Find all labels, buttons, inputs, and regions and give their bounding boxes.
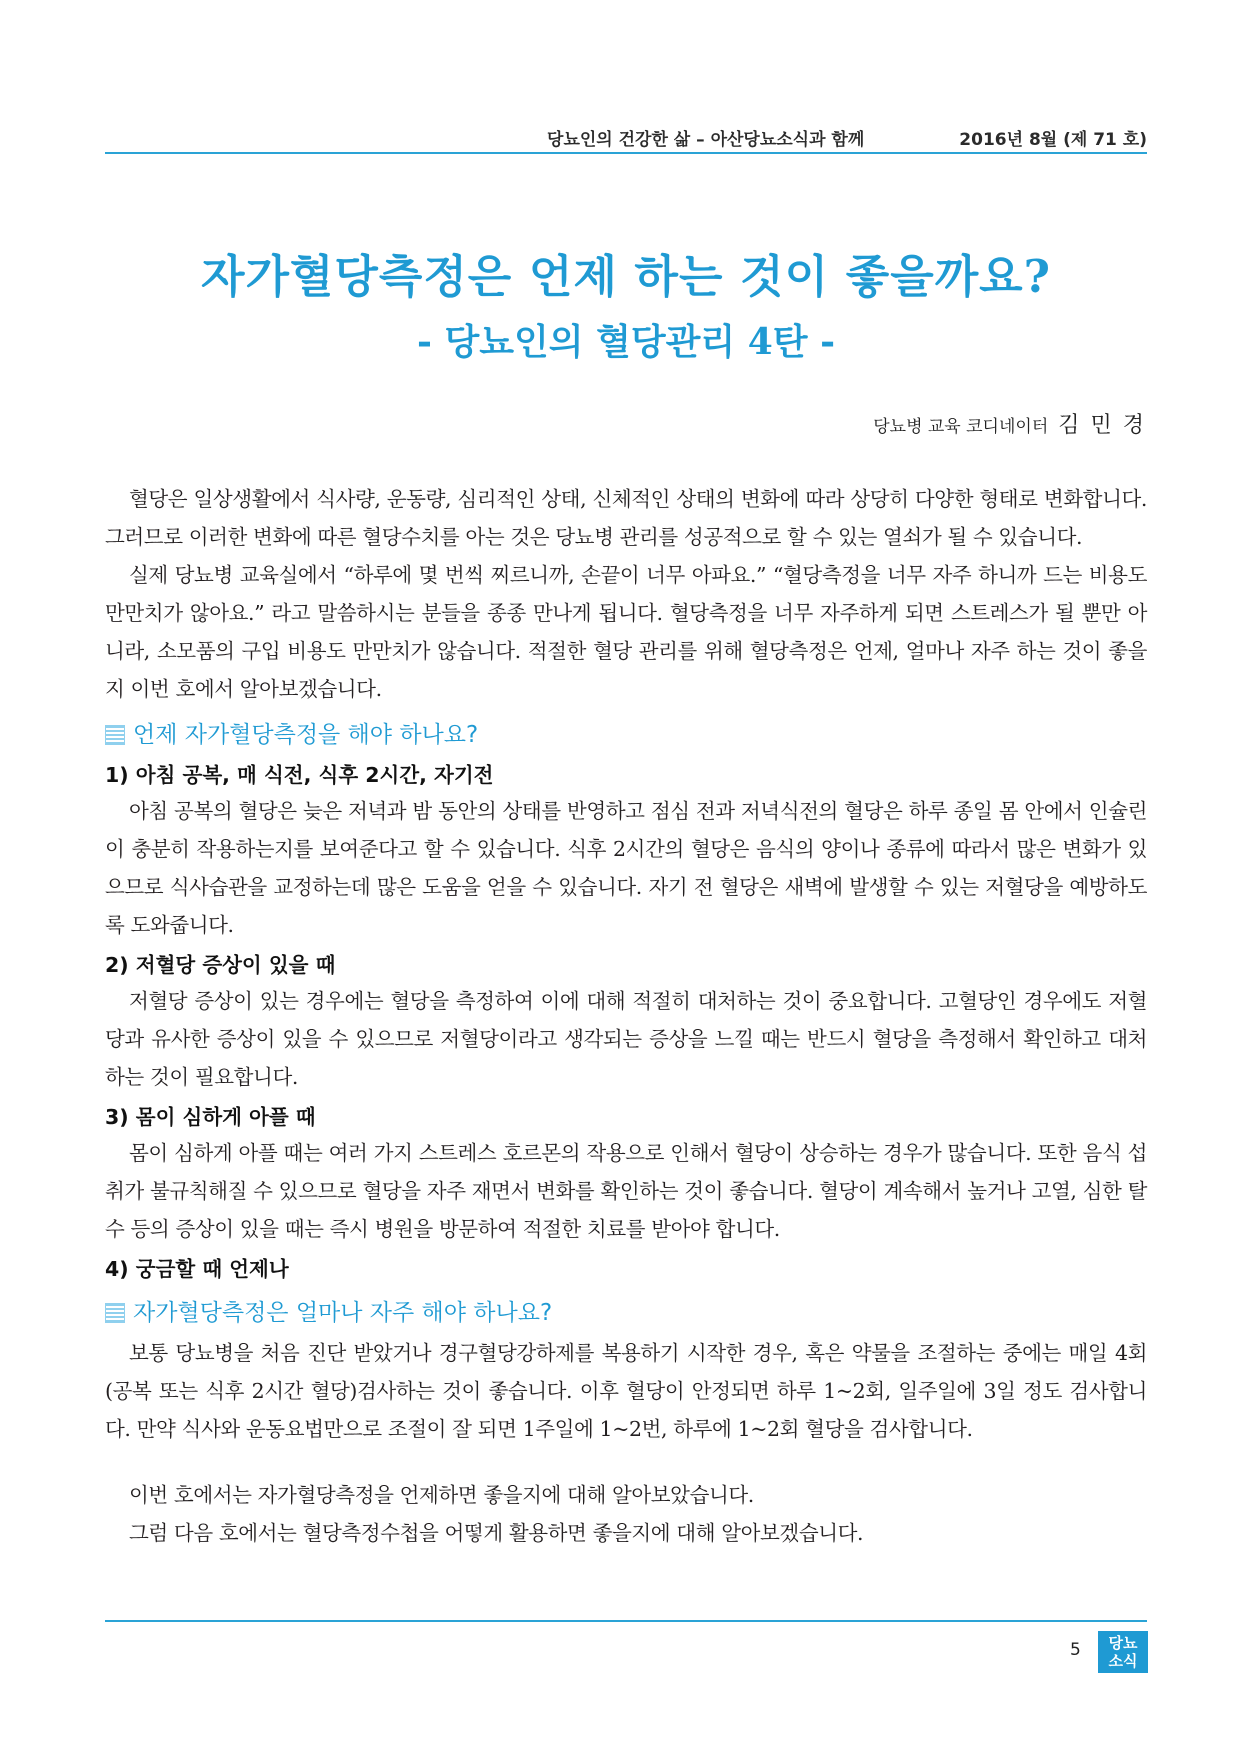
newsletter-badge bbox=[1098, 1631, 1148, 1673]
footer-rule bbox=[105, 1620, 1147, 1622]
section-heading bbox=[105, 1294, 1147, 1332]
subsection-title: 1) 아침 공복, 매 식전, 식후 2시간, 자기전 bbox=[105, 763, 494, 787]
subsection-title: 3) 몸이 심하게 아플 때 bbox=[105, 1105, 316, 1129]
section-heading bbox=[105, 716, 1147, 754]
closing-line: 이번 호에서는 자가혈당측정을 언제하면 좋을지에 대해 알아보았습니다. bbox=[129, 1483, 754, 1507]
closing-line: 그럼 다음 호에서는 혈당측정수첩을 어떻게 활용하면 좋을지에 대해 알아보겠습니다. bbox=[129, 1521, 864, 1545]
bullet-square-icon bbox=[105, 725, 125, 745]
intro-paragraph: 실제 당뇨병 교육실에서 “하루에 몇 번씩 찌르니까, 손끝이 너무 아파요.” “혈당측정을 너무 자주 하니까 드는 비용도 만만치가 않아요.” 라고 말씀하시는 분들을 종종 만나게 됩니다. 혈당측정을 너무 자주하게 되면 스트레스가 될 뿐만 아니라, 소모품의 구입 비용도 만만치가 않습니다. 적절한 혈당 관리를 위해 혈당측정은 언제, 얼마나 자주 하는 것이 좋을지 이번 호에서 알아보겠습니다. bbox=[105, 563, 1147, 701]
issue-label: 2016년 8월 (제 71 호) bbox=[959, 130, 1147, 150]
subsection-text: 저혈당 증상이 있는 경우에는 혈당을 측정하여 이에 대해 적절히 대처하는 것이 중요합니다. 고혈당인 경우에도 저혈당과 유사한 증상이 있을 수 있으므로 저혈당이라고 생각되는 증상을 느낄 때는 반드시 혈당을 측정해서 확인하고 대처하는 것이 필요합니다. bbox=[105, 989, 1147, 1089]
author-line bbox=[873, 408, 1146, 439]
subsection-title: 2) 저혈당 증상이 있을 때 bbox=[105, 953, 336, 977]
subsection-text: 아침 공복의 혈당은 늦은 저녁과 밤 동안의 상태를 반영하고 점심 전과 저녁식전의 혈당은 하루 종일 몸 안에서 인슐린이 충분히 작용하는지를 보여준다고 할 수 있습니다. 식후 2시간의 혈당은 음식의 양이나 종류에 따라서 많은 변화가 있으므로 식사습관을 교정하는데 많은 도움을 얻을 수 있습니다. 자기 전 혈당은 새벽에 발생할 수 있는 저혈당을 예방하도록 도와줍니다. bbox=[105, 799, 1147, 937]
subsection-text: 몸이 심하게 아플 때는 여러 가지 스트레스 호르몬의 작용으로 인해서 혈당이 상승하는 경우가 많습니다. 또한 음식 섭취가 불규칙해질 수 있으므로 혈당을 자주 재면서 변화를 확인하는 것이 좋습니다. 혈당이 계속해서 높거나 고열, 심한 탈수 등의 증상이 있을 때는 즉시 병원을 방문하여 적절한 치료를 받아야 합니다. bbox=[105, 1141, 1147, 1241]
bullet-square-icon bbox=[105, 1303, 125, 1323]
section-heading-text: 언제 자가혈당측정을 해야 하나요? bbox=[133, 722, 479, 748]
section-text: 보통 당뇨병을 처음 진단 받았거나 경구혈당강하제를 복용하기 시작한 경우, 혹은 약물을 조절하는 중에는 매일 4회(공복 또는 식후 2시간 혈당)검사하는 것이 좋습니다. 이후 혈당이 안정되면 하루 1~2회, 일주일에 3일 정도 검사합니다. 만약 식사와 운동요법만으로 조절이 잘 되면 1주일에 1~2번, 하루에 1~2회 혈당을 검사합니다. bbox=[105, 1341, 1147, 1441]
author-name: 김 민 경 bbox=[1058, 413, 1146, 438]
section-heading-text: 자가혈당측정은 얼마나 자주 해야 하나요? bbox=[133, 1300, 553, 1326]
subsection-title: 4) 궁금할 때 언제나 bbox=[105, 1257, 289, 1281]
article-body bbox=[105, 480, 1147, 1552]
running-header bbox=[105, 125, 1147, 150]
header-rule bbox=[105, 152, 1147, 154]
badge-line: 소식 bbox=[1108, 1652, 1138, 1670]
intro-paragraph: 혈당은 일상생활에서 식사량, 운동량, 심리적인 상태, 신체적인 상태의 변화에 따라 상당히 다양한 형태로 변화합니다. 그러므로 이러한 변화에 따른 혈당수치를 아는 것은 당뇨병 관리를 성공적으로 할 수 있는 열쇠가 될 수 있습니다. bbox=[105, 487, 1147, 549]
badge-line: 당뇨 bbox=[1108, 1634, 1138, 1652]
page-number: 5 bbox=[1070, 1640, 1081, 1660]
spacer bbox=[105, 1448, 1147, 1476]
author-role: 당뇨병 교육 코디네이터 bbox=[873, 417, 1049, 437]
running-title: 당뇨인의 건강한 삶 – 아산당뇨소식과 함께 bbox=[547, 130, 865, 150]
article-subtitle: - 당뇨인의 혈당관리 4탄 - bbox=[416, 321, 836, 363]
article-title: 자가혈당측정은 언제 하는 것이 좋을까요? bbox=[200, 250, 1052, 303]
